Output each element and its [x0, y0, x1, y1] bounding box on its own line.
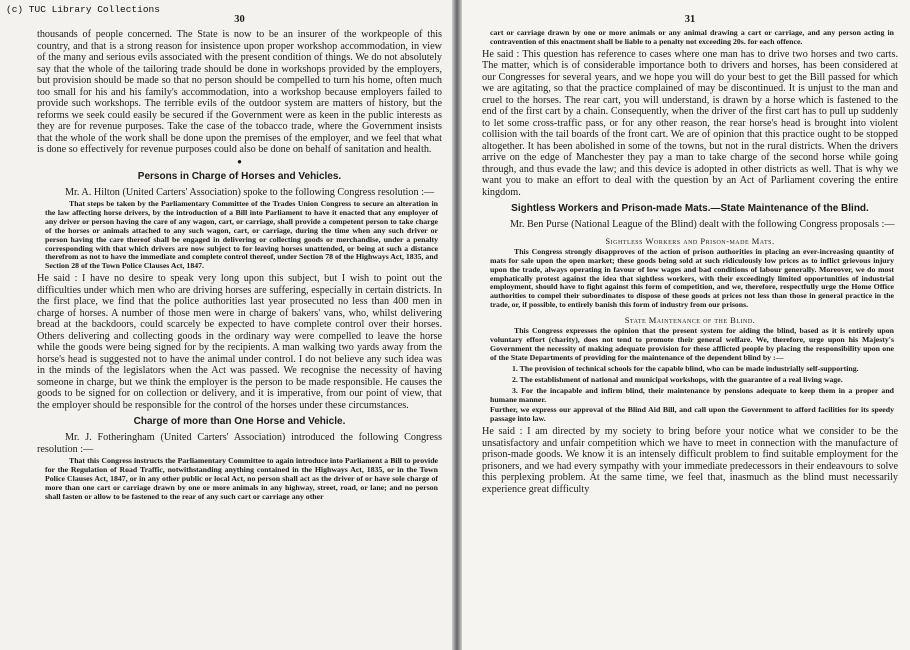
- heading-horses-vehicles: Persons in Charge of Horses and Vehicles.: [137, 170, 342, 182]
- resolution-road-traffic: That this Congress instructs the Parliamentary Committee to again introduce into Parliament a Bill to provide for the Regulation of Road Traffic, notwithstanding anything contained in the Highways Act, 1835, or in the Town Police Clauses Act, 1847, or in any other public or local Act, no person shall act as the driver of or have sole charge of more than one cart or carriage drawn by one or more animals in any highway, street, road, or lane; and no person shall fasten or allow to be fastened to the rear of any such cart or carriage any other: [45, 456, 438, 501]
- hilton-intro: Mr. A. Hilton (United Carters' Association) spoke to the following Congress resolution :—: [65, 186, 435, 198]
- purse-intro: Mr. Ben Purse (National League of the Blind) dealt with the following Congress proposals :—: [510, 219, 895, 231]
- heading-sightless-workers: Sightless Workers and Prison-made Mats.—State Maintenance of the Blind.: [511, 203, 869, 215]
- page-number: 30: [234, 14, 245, 25]
- book-gutter: [452, 0, 462, 650]
- resolution-prison-mats: This Congress strongly disapproves of the action of prison authorities in placing an ever-increasing quantity of mats for sale upon the open market; these goods being sold at such ridiculously low prices as to inflict grievous injury upon the trade, always operating in favour of low wages and bad conditions of labour generally. Moreover, we do most emphatically protest against the idea that sightless workers, with their exceedingly limited opportunities of industrial employment, should have to fight against this form of competition, and we, therefore, respectfully urge the Home Office authorities to compel their subordinates to dispose of these goods at prices not less than those in general practice in the trade, or, if possible, to entirely banish this form of industry from our prisons.: [490, 246, 894, 310]
- hilton-speech: He said : I have no desire to speak very long upon this subject, but I wish to point out the difficulties under which men who are driving horses are suffering, especially in certain districts. In the first place, we find that the police authorities last year prosecuted no less than 400 men in charge of horses. A number of those men were in charge of bakers' vans, who, whilst delivering bread at the backdoors, could scarcely be expected to have complete control over their horses. Others delivering and collecting goods in the ordinary way were compelled to leave the horse while the goods were being signed for by the recipients. A man walking two yards away from the horse's head is suggested not to have the animal under control. I do not believe any such idea was in the minds of the legislators when the Act was passed. We recognise the necessity of having someone in charge, but we think the employer is the person to be made responsible. He causes the goods to be signed for on collection or delivery, and it is imperative, from our point of view, that the employer should be responsible for the control of the horses under these circumstances.: [37, 273, 442, 411]
- resolution-road-traffic-continued: cart or carriage drawn by one or more animals or any animal drawing a cart or carriage, and any person acting in contravention of this enactment shall be liable to a penalty not exceeding 20s. for each offence.: [490, 28, 894, 46]
- left-page: [0, 0, 454, 650]
- list-item-technical-schools: 1. The provision of technical schools for the capable blind, who can be made industrially self-supporting.: [512, 363, 859, 373]
- subheading-prison-mats: Sightless Workers and Prison-made Mats.: [605, 235, 775, 246]
- resolution-horses: That steps be taken by the Parliamentary Committee of the Trades Union Congress to secure an alteration in the law affecting horse drivers, by the introduction of a Bill into Parliament to have it enacted that any employer of any driver or person having the care of any wagon, cart, or carriage, shall provide a competent person to take charge of the horses or animals attached to any such wagon, cart, or carriage, during the time when any such driver or person having the care thereof shall be engaged in delivering or collecting goods or merchandise, under a penalty corresponding with that which drivers are now subject to for leaving horses unattended, or being at such a distance therefrom as not to have the immediate and complete control thereof, under Section 78 of the Highways Act, 1835, and Section 28 of the Town Police Clauses Act, 1847.: [45, 199, 438, 271]
- fotheringham-speech: He said : This question has reference to cases where one man has to drive two horses and two carts. The matter, which is of considerable importance both to drivers and horses, has been considered at our Congresses for several years, and we hope you will do your best to get the Bill passed for which we are agitating, so that the practice complained of may be discontinued. It is unjust to the man and cruel to the horses. The rear cart, you will understand, is drawn by a horse which is fastened to the end of the first cart by a chain. Consequently, when the driver of the first cart has to pull up suddenly to let some cross-traffic pass, or for any other reason, the rear horse's head is brought into violent collision with the tail boards of the front cart. We are of opinion that this practice ought to be stopped altogether. It has been abolished in some of the towns, but not in the rural districts. When the drivers arrive on the edge of Manchester they pay a man to take charge of the second horse while going through, and thus evade the law; and this device is adopted in other districts as well. That is why we want you to make an effort to deal with the question by an Act of Parliament covering the entire kingdom.: [482, 48, 898, 198]
- resolution-state-maintenance: This Congress expresses the opinion that the present system for aiding the blind, based as it is entirely upon voluntary effort (charity), does not tend to promote their general welfare. We, therefore, urge upon his Majesty's Government the necessity of making adequate provision for these afflicted people by placing the responsibility upon one of the State Departments of providing for the maintenance of the dependent blind by :—: [490, 326, 894, 362]
- purse-speech: He said : I am directed by my society to bring before your notice what we consider to be the unsatisfactory and unfair competition which we have to meet in connection with the manufacture of prison-made goods. We know it is an intensely difficult problem to find suitable employment for the prisoners, and we had every sympathy with your immediate predecessors in their endeavours to solve this perplexing problem. At the same time, we feel that, inasmuch as the blind must necessarily experience great difficulty: [482, 426, 898, 495]
- page-number: 31: [684, 14, 696, 25]
- right-page: [460, 0, 910, 650]
- fotheringham-intro: Mr. J. Fotheringham (United Carters' Association) introduced the following Congress resolution :—: [37, 432, 442, 455]
- copyright-watermark: (c) TUC Library Collections: [6, 4, 160, 15]
- list-item-workshops: 2. The establishment of national and municipal workshops, with the guarantee of a real living wage.: [512, 374, 843, 384]
- subheading-state-maintenance: State Maintenance of the Blind.: [624, 315, 756, 326]
- section-bullet: ●: [237, 156, 242, 166]
- heading-more-than-one-horse: Charge of more than One Horse and Vehicle.: [133, 416, 346, 428]
- paragraph-tailoring: thousands of people concerned. The State is now to be an insurer of the workpeople of this country, and that is a strong reason for insistence upon proper workshop accommodation, in view of the many and serious evils associated with the present condition of things. We do not absolutely say that the whole of the tailoring trade should be done in workshops provided by the employers, but provision should be made so that no person should be compelled to turn his home, often much too small for his and his family's accommodation, into a workshop because employers failed to provide such workshops. The terrible evils of the outdoor system are matters of history, but the reforms we seek could easily be secured if the Government were as keen in the public interests as they are for revenue purposes. Take the case of the tobacco trade, where the Government insists that the whole of the work shall be done upon the premises of the employer, and we feel that what is done so effectively for revenue purposes could also be done on behalf of sanitation and health.: [37, 29, 442, 155]
- further-approval: Further, we express our approval of the Blind Aid Bill, and call upon the Government to afford facilities for its speedy passage into law.: [490, 405, 894, 424]
- list-item-pensions: 3. For the incapable and infirm blind, their maintenance by pensions adequate to keep them in a proper and humane manner.: [490, 385, 894, 404]
